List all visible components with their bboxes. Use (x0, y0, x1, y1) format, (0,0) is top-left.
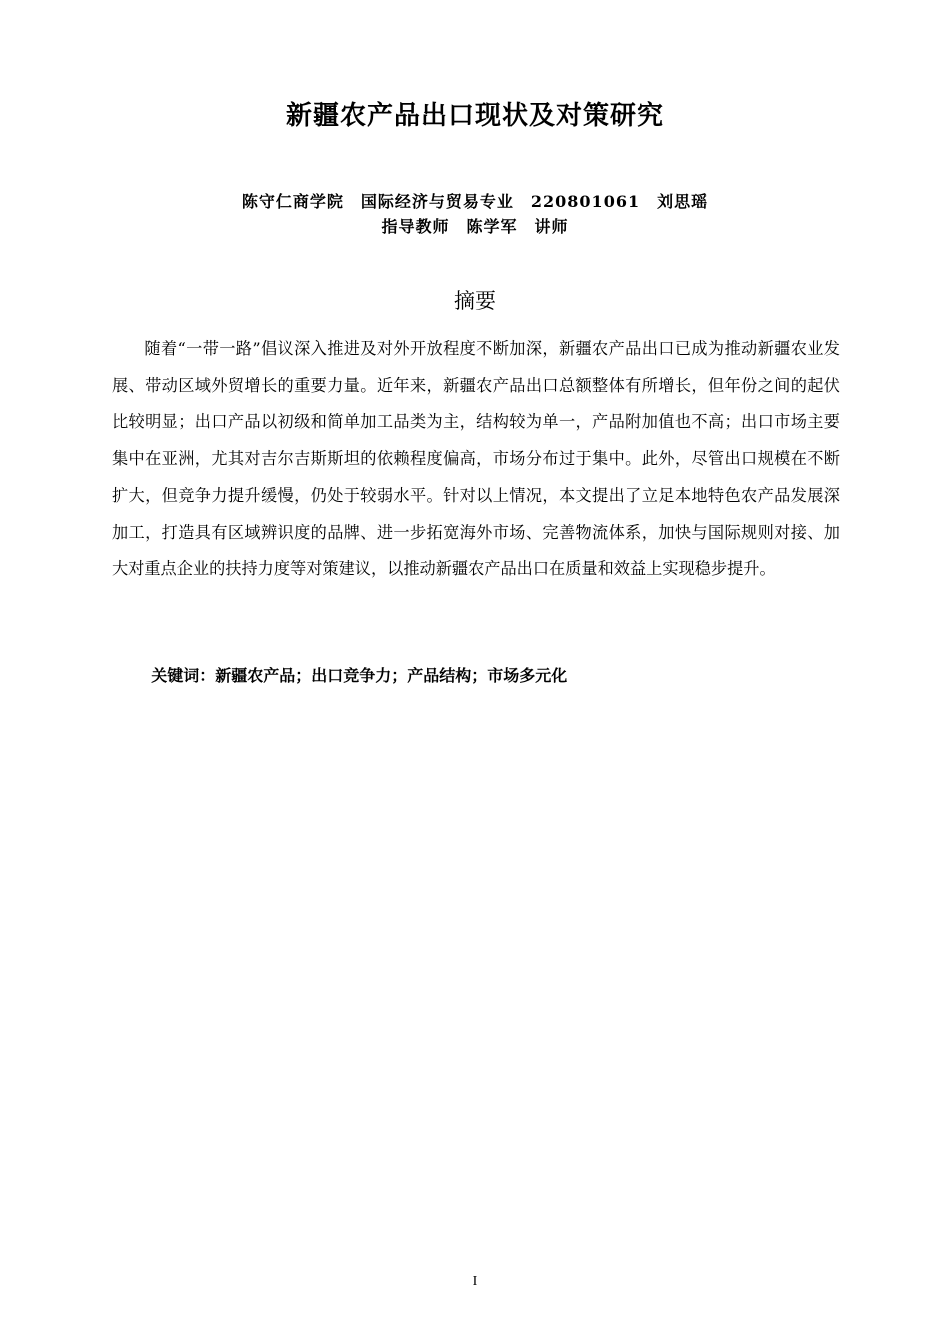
author-info: 陈守仁商学院 国际经济与贸易专业 220801061 刘思瑶 (241, 192, 709, 211)
paper-title: 新疆农产品出口现状及对策研究 (285, 101, 664, 131)
page-number: I (472, 1274, 478, 1289)
abstract-heading: 摘要 (454, 289, 496, 313)
abstract-body: 随着“一带一路”倡议深入推进及对外开放程度不断加深，新疆农产品出口已成为推动新疆农业发展、带动区域外贸增长的重要力量。近年来，新疆农产品出口总额整体有所增长，但年份之间的起伏比较明显；出口产品以初级和简单加工品类为主，结构较为单一，产品附加值也不高；出口市场主要集中在亚洲，尤其对吉尔吉斯斯坦的依赖程度偏高，市场分布过于集中。此外，尽管出口规模在不断扩大，但竞争力提升缓慢，仍处于较弱水平。针对以上情况，本文提出了立足本地特色农产品发展深加工，打造具有区域辨识度的品牌、进一步拓宽海外市场、完善物流体系，加快与国际规则对接、加大对重点企业的扶持力度等对策建议，以推动新疆农产品出口在质量和效益上实现稳步提升。 (112, 339, 840, 579)
keywords-line: 关键词：新疆农产品；出口竞争力；产品结构；市场多元化 (151, 666, 568, 685)
advisor-info: 指导教师 陈学军 讲师 (381, 217, 569, 236)
